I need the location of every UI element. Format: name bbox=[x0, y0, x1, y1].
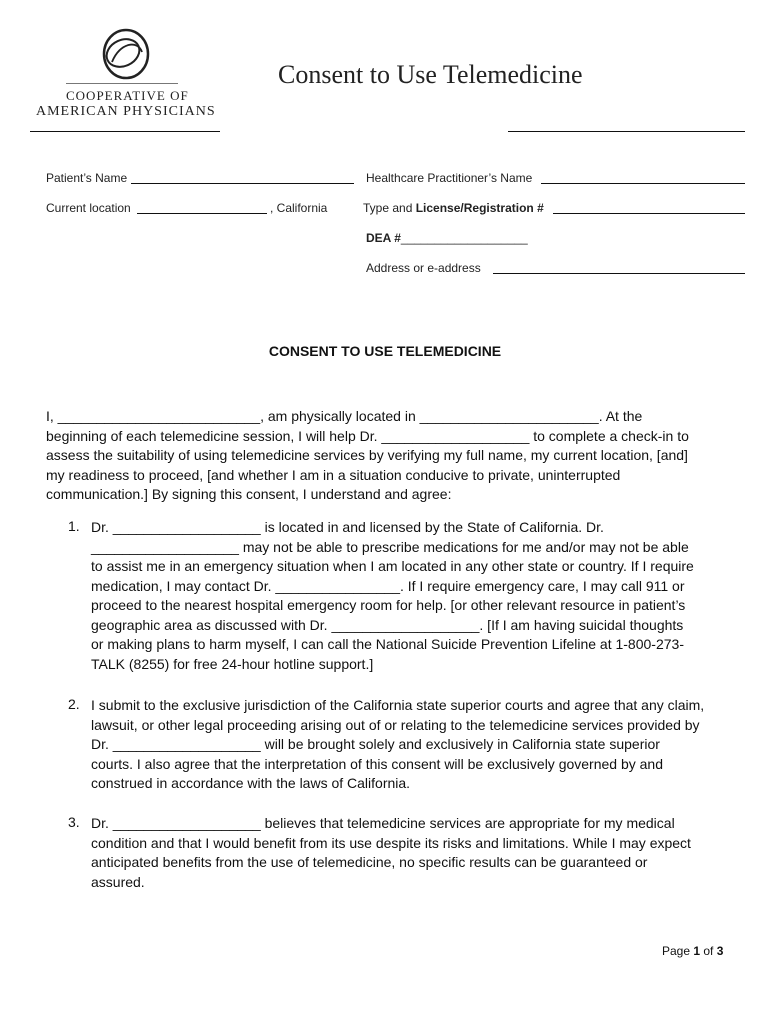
document-title: Consent to Use Telemedicine bbox=[278, 60, 583, 89]
practitioner-name-label: Healthcare Practitioner’s Name bbox=[366, 171, 533, 185]
list-item-number: 2. bbox=[68, 696, 80, 712]
intro-paragraph bbox=[46, 407, 689, 505]
list-item-line: condition and that I would benefit from its use despite its risks and limitations. While I may expect bbox=[91, 834, 691, 851]
logo-text-line1: COOPERATIVE OF bbox=[66, 88, 189, 103]
paragraph-line: I, __________________________, am physically located in _______________________. At the bbox=[46, 408, 643, 424]
list-item-number: 1. bbox=[68, 518, 80, 534]
list-item-line: assured. bbox=[91, 873, 145, 890]
paragraph-line: beginning of each telemedicine session, I will help Dr. ___________________ to complete a check-in to bbox=[46, 427, 689, 444]
list-item-line: Dr. ___________________ believes that telemedicine services are appropriate for my medical bbox=[91, 815, 675, 831]
address-field[interactable] bbox=[493, 273, 745, 274]
page-indicator: Page 1 of 3 bbox=[662, 944, 724, 958]
logo-divider bbox=[66, 83, 178, 84]
list-item-line: to assist me in an emergency situation when I am located in any other state or country. If I require bbox=[91, 558, 694, 574]
list-item-line: lawsuit, or other legal proceeding arising out of or relating to the telemedicine services provided by bbox=[91, 716, 700, 733]
list-item-line: Dr. ___________________ will be brought solely and exclusively in California state superior bbox=[91, 736, 660, 752]
california-label: , California bbox=[270, 201, 328, 215]
list-item-line: construed in accordance with the laws of California. bbox=[91, 775, 411, 791]
paragraph-line: assess the suitability of using telemedicine services by verifying my full name, my current location, [and] bbox=[46, 447, 688, 463]
logo-swirl-icon bbox=[30, 22, 220, 92]
list-item-number: 3. bbox=[68, 814, 80, 830]
patient-name-label: Patient’s Name bbox=[46, 171, 128, 185]
list-item-line: courts. I also agree that the interpretation of this consent will be exclusively governed by and bbox=[91, 755, 663, 772]
logo-text-line2: AMERICAN PHYSICIANS bbox=[36, 104, 216, 119]
patient-name-field[interactable] bbox=[131, 183, 354, 184]
title-signature-line[interactable] bbox=[508, 131, 745, 132]
list-item bbox=[91, 696, 704, 794]
list-item-line: Dr. ___________________ is located in and licensed by the State of California. Dr. bbox=[91, 519, 604, 535]
list-item bbox=[91, 814, 691, 892]
list-item-line: anticipated benefits from the use of telemedicine, no specific results can be guaranteed or bbox=[91, 854, 648, 870]
license-registration-label: Type and License/Registration # bbox=[363, 201, 544, 215]
list-item-line: I submit to the exclusive jurisdiction of the California state superior courts and agree that any claim, bbox=[91, 697, 705, 713]
list-item-line: medication, I may contact Dr. ________________. If I require emergency care, I may call 911 or bbox=[91, 577, 685, 594]
list-item-line: proceed to the nearest hospital emergency room for help. [or other relevant resource in patient’s bbox=[91, 597, 686, 613]
dea-field[interactable]: DEA #___________________ bbox=[366, 231, 528, 245]
license-registration-field[interactable] bbox=[553, 213, 745, 214]
logo-underline bbox=[30, 131, 220, 132]
list-item-line: or making plans to harm myself, I can call the National Suicide Prevention Lifeline at 1-800-273- bbox=[91, 636, 684, 652]
list-item-line: geographic area as discussed with Dr. ___________________. [If I am having suicidal thoughts bbox=[91, 616, 684, 633]
list-item-line: TALK (8255) for free 24-hour hotline support.] bbox=[91, 655, 374, 672]
list-item-line: ___________________ may not be able to prescribe medications for me and/or may not be able bbox=[91, 538, 689, 555]
address-label: Address or e-address bbox=[366, 261, 481, 275]
practitioner-name-field[interactable] bbox=[541, 183, 745, 184]
current-location-field[interactable] bbox=[137, 213, 267, 214]
list-item bbox=[91, 518, 694, 674]
paragraph-line: communication.] By signing this consent, I understand and agree: bbox=[46, 486, 452, 502]
section-heading: CONSENT TO USE TELEMEDICINE bbox=[268, 343, 502, 359]
paragraph-line: my readiness to proceed, [and whether I am in a situation conducive to private, uninterrupted bbox=[46, 466, 621, 483]
current-location-label: Current location bbox=[46, 201, 131, 215]
